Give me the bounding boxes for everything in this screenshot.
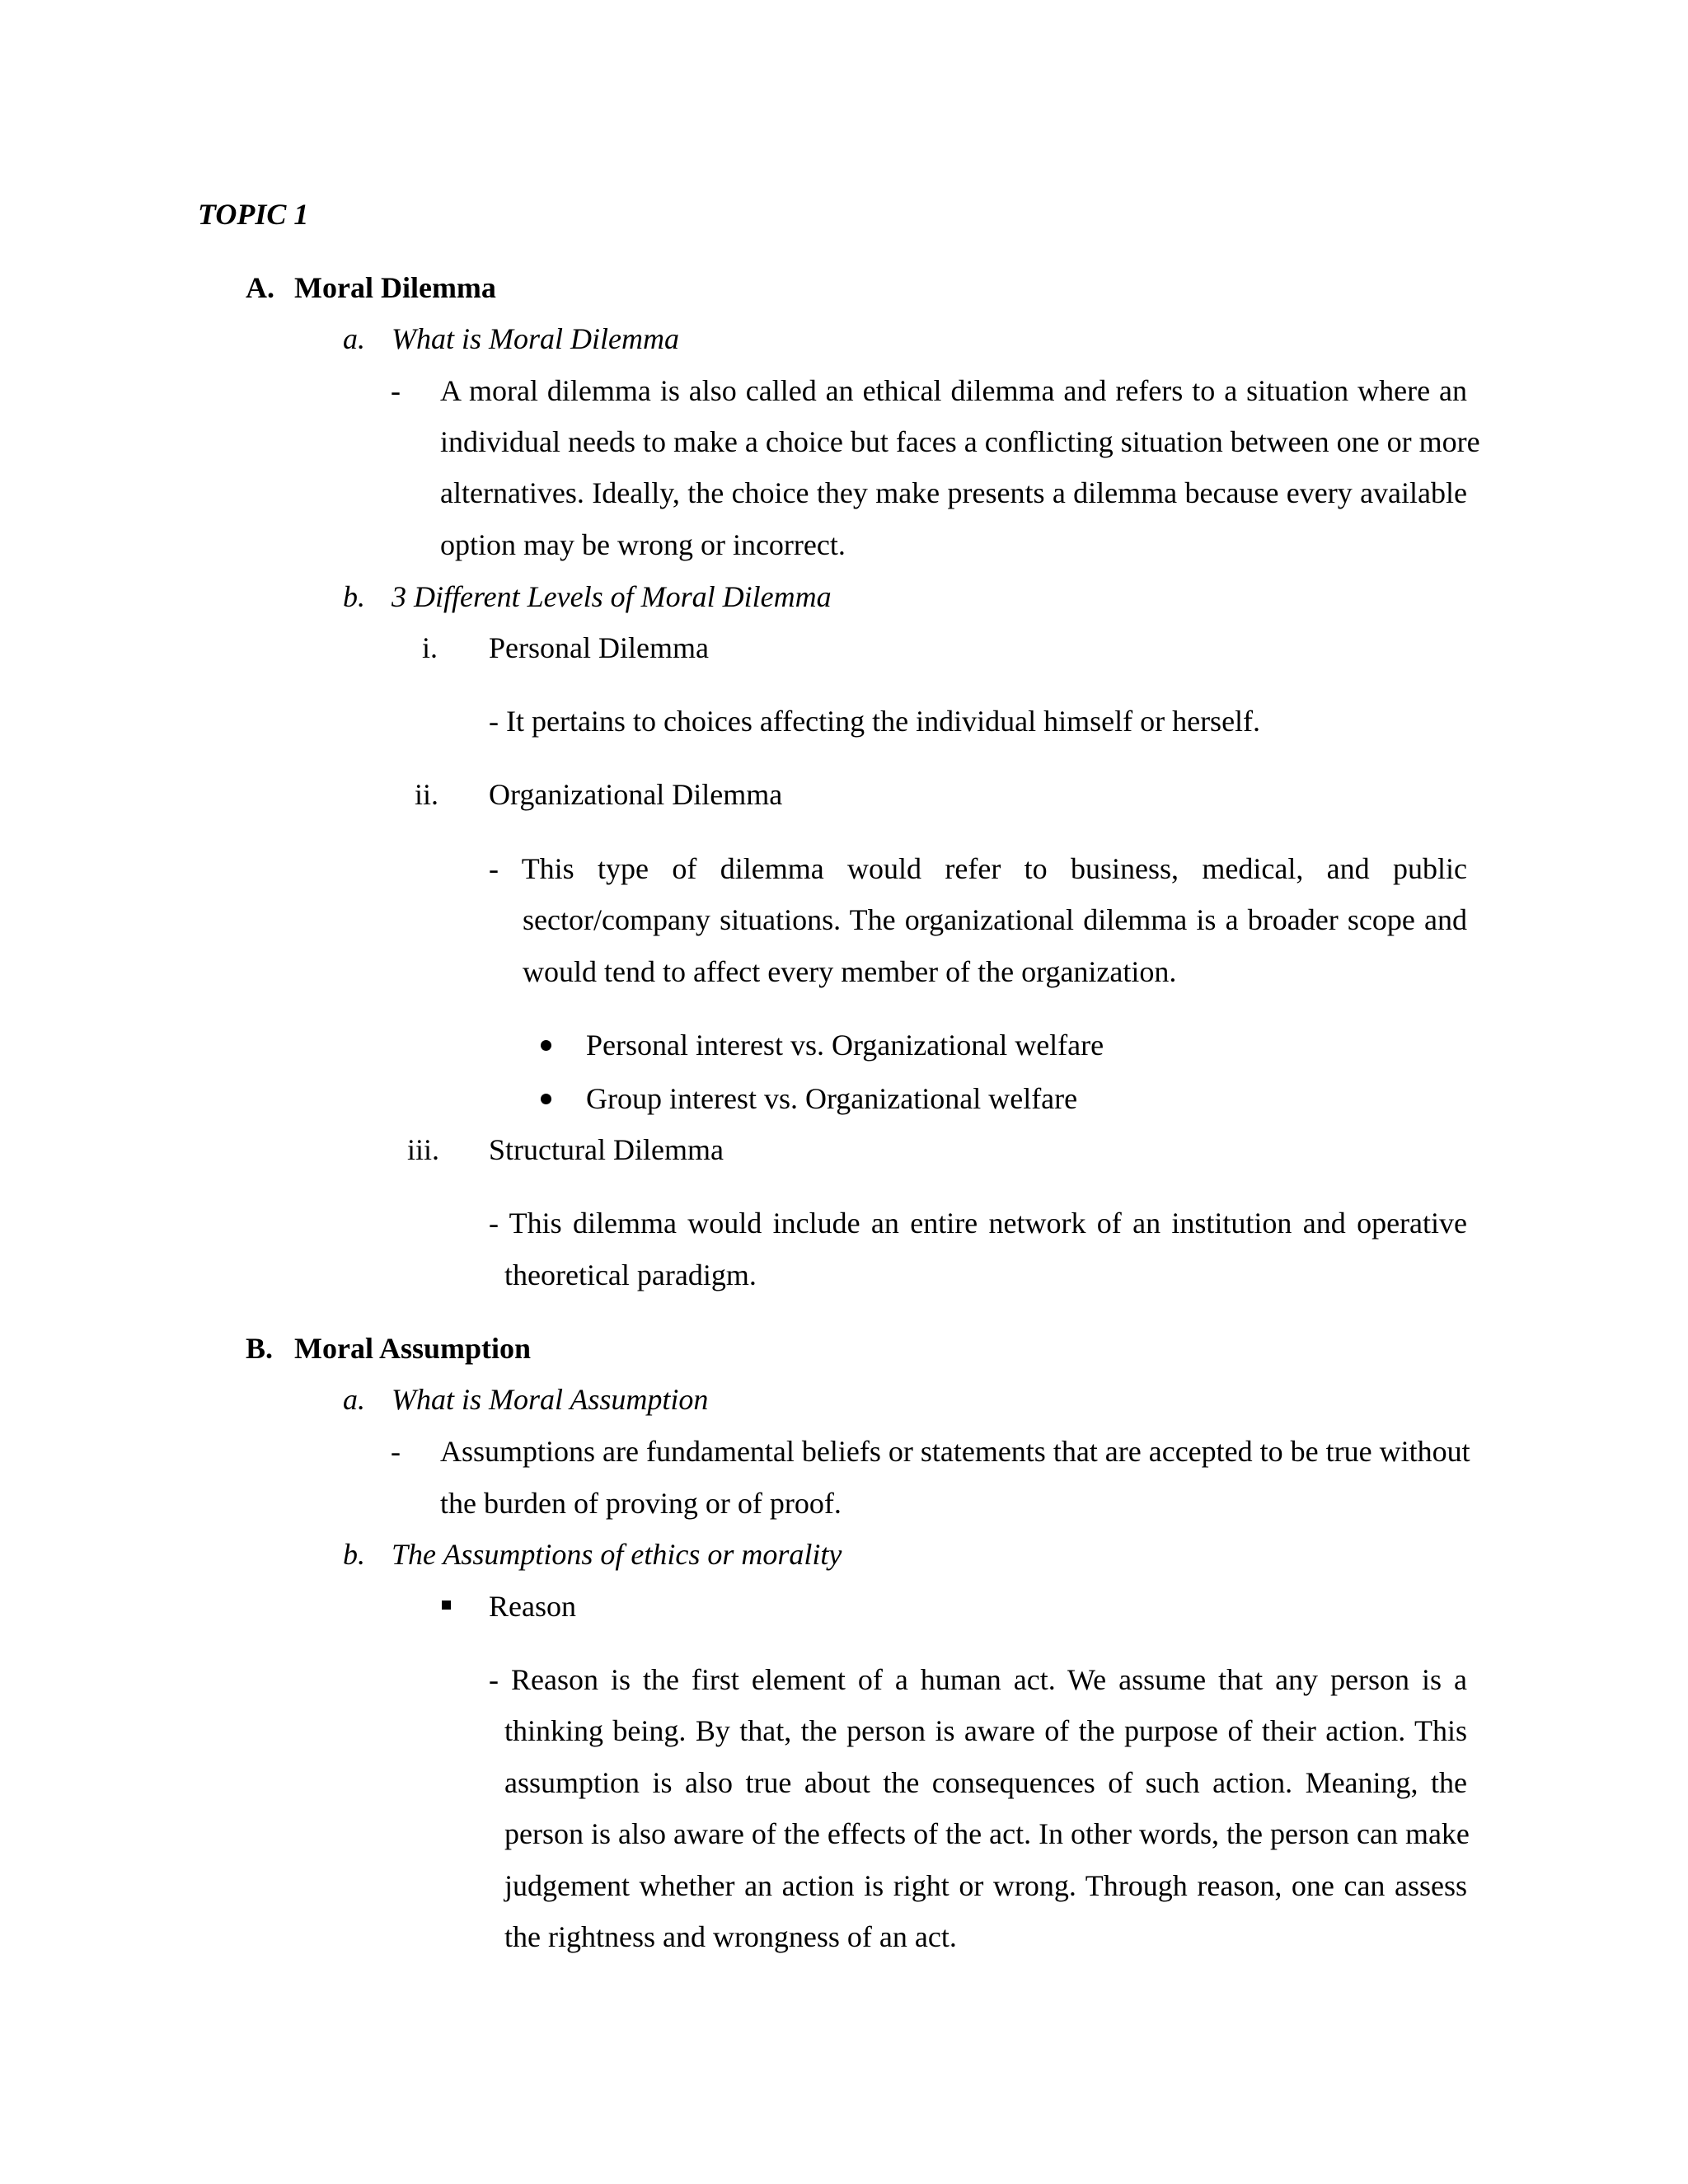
item-description: the rightness and wrongness of an act.	[504, 1920, 957, 1953]
paragraph-line: A moral dilemma is also called an ethical dilemma and refers to a situation where an	[440, 374, 1467, 407]
item-description: theoretical paradigm.	[504, 1258, 757, 1291]
dash-marker: -	[391, 1435, 401, 1468]
subsection-b-letter: b.	[343, 580, 365, 613]
item-description: - Reason is the first element of a human act. We assume that any person is a	[489, 1663, 1467, 1696]
square-bullet-icon	[442, 1601, 451, 1610]
item-description: judgement whether an action is right or wrong. Through reason, one can assess	[504, 1869, 1467, 1902]
subsection-a-letter: a.	[343, 322, 365, 355]
item-title: Personal Dilemma	[489, 631, 709, 664]
item-title: Organizational Dilemma	[489, 778, 783, 811]
subsection-b-title: 3 Different Levels of Moral Dilemma	[392, 580, 832, 613]
item-description: sector/company situations. The organizational dilemma is a broader scope and	[523, 903, 1467, 936]
subsection-b-letter: b.	[343, 1538, 365, 1571]
roman-numeral: i.	[422, 631, 438, 664]
item-description: - It pertains to choices affecting the individual himself or herself.	[489, 705, 1261, 738]
bullet-icon	[541, 1040, 551, 1051]
subsection-a-letter: a.	[343, 1383, 365, 1416]
item-title: Reason	[489, 1590, 576, 1623]
paragraph-line: alternatives. Ideally, the choice they make presents a dilemma because every available	[440, 476, 1467, 509]
roman-numeral: iii.	[407, 1133, 440, 1166]
section-a-letter: A.	[246, 271, 274, 304]
paragraph-line: option may be wrong or incorrect.	[440, 528, 846, 561]
roman-numeral: ii.	[415, 778, 439, 811]
subsection-a-title: What is Moral Assumption	[392, 1383, 709, 1416]
item-description: person is also aware of the effects of the act. In other words, the person can make	[504, 1817, 1470, 1850]
item-description: assumption is also true about the consequences of such action. Meaning, the	[504, 1766, 1467, 1799]
item-description: thinking being. By that, the person is aware of the purpose of their action. This	[504, 1714, 1467, 1747]
bullet-item: Group interest vs. Organizational welfare	[586, 1082, 1078, 1115]
subsection-b-title: The Assumptions of ethics or morality	[392, 1538, 842, 1571]
dash-marker: -	[391, 374, 401, 407]
paragraph-line: individual needs to make a choice but faces a conflicting situation between one or more	[440, 425, 1480, 458]
item-description: - This type of dilemma would refer to business, medical, and public	[489, 852, 1467, 885]
item-title: Structural Dilemma	[489, 1133, 724, 1166]
subsection-a-title: What is Moral Dilemma	[392, 322, 679, 355]
bullet-icon	[541, 1094, 551, 1104]
item-description: would tend to affect every member of the organization.	[523, 955, 1177, 988]
paragraph-line: Assumptions are fundamental beliefs or statements that are accepted to be true without	[440, 1435, 1470, 1468]
section-a-title: Moral Dilemma	[294, 271, 496, 304]
section-b-letter: B.	[246, 1332, 274, 1365]
item-description: - This dilemma would include an entire network of an institution and operative	[489, 1207, 1467, 1240]
paragraph-line: the burden of proving or of proof.	[440, 1487, 842, 1520]
section-b-title: Moral Assumption	[294, 1332, 532, 1365]
bullet-item: Personal interest vs. Organizational welfare	[586, 1029, 1104, 1062]
topic-title: TOPIC 1	[198, 198, 309, 231]
